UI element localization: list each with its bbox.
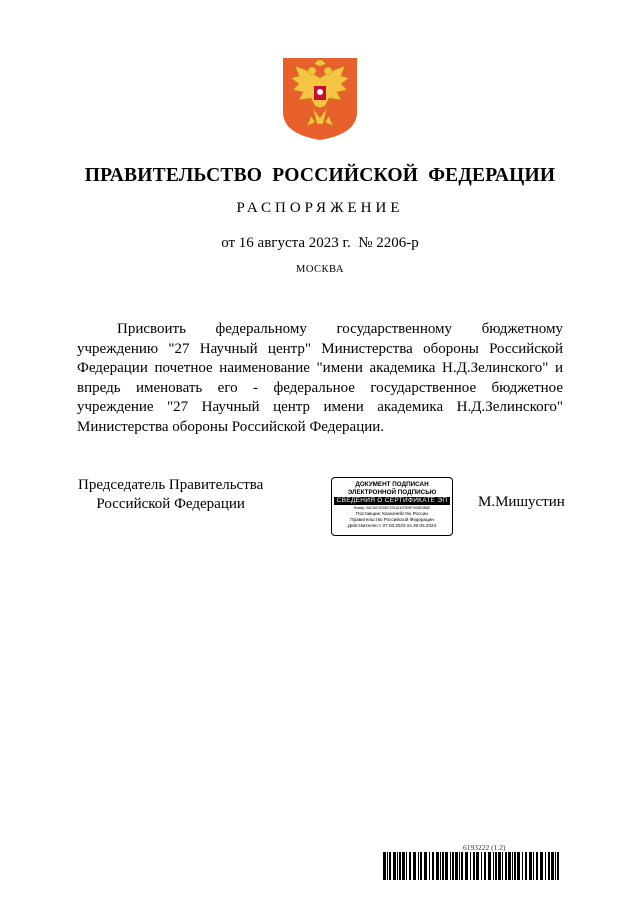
stamp-owner: Правительство Российской Федерации	[350, 517, 434, 522]
post-line-1: Председатель Правительства	[78, 477, 264, 493]
stamp-line-1: ДОКУМЕНТ ПОДПИСАН	[355, 481, 429, 488]
stamp-supplier: Поставщик: Казначейство России	[356, 511, 428, 516]
barcode-number: 6193222 (1.2)	[463, 843, 506, 852]
body-text: Присвоить федеральному государственному бюджетному учреждению "27 Научный центр" Министерства обороны Российской Федерации почетное наименование "имени академика Н.Д.Зелинского" и впредь именовать его - федеральное государственное бюджетное учреждение "27 Научный центр имени академика Н.Д.Зелинского" Министерства обороны Российской Федерации.	[77, 321, 563, 435]
signer-name: М.Мишустин	[478, 494, 565, 510]
document-type: РАСПОРЯЖЕНИЕ	[236, 200, 404, 216]
stamp-line-2: ЭЛЕКТРОННОЙ ПОДПИСЬЮ	[347, 488, 437, 496]
barcode	[383, 852, 559, 880]
stamp-validity: Действителен с 07.03.2023 по 30.05.2024	[347, 523, 437, 528]
post-line-2: Российской Федерации	[96, 496, 245, 512]
page-title: ПРАВИТЕЛЬСТВО РОССИЙСКОЙ ФЕДЕРАЦИИ	[84, 165, 556, 186]
signatory-post	[78, 476, 263, 514]
coat-of-arms-emblem	[281, 56, 359, 142]
stamp-certificate-bar: СВЕДЕНИЯ О СЕРТИФИКАТЕ ЭП	[334, 497, 450, 505]
date-number-line: от 16 августа 2023 г. № 2206-р	[221, 235, 419, 251]
stamp-number: Номер: 3ACSA7020DC3761E1FDE9F7605E3B8E	[353, 506, 431, 510]
city: МОСКВА	[296, 264, 344, 275]
electronic-signature-stamp	[331, 477, 453, 536]
